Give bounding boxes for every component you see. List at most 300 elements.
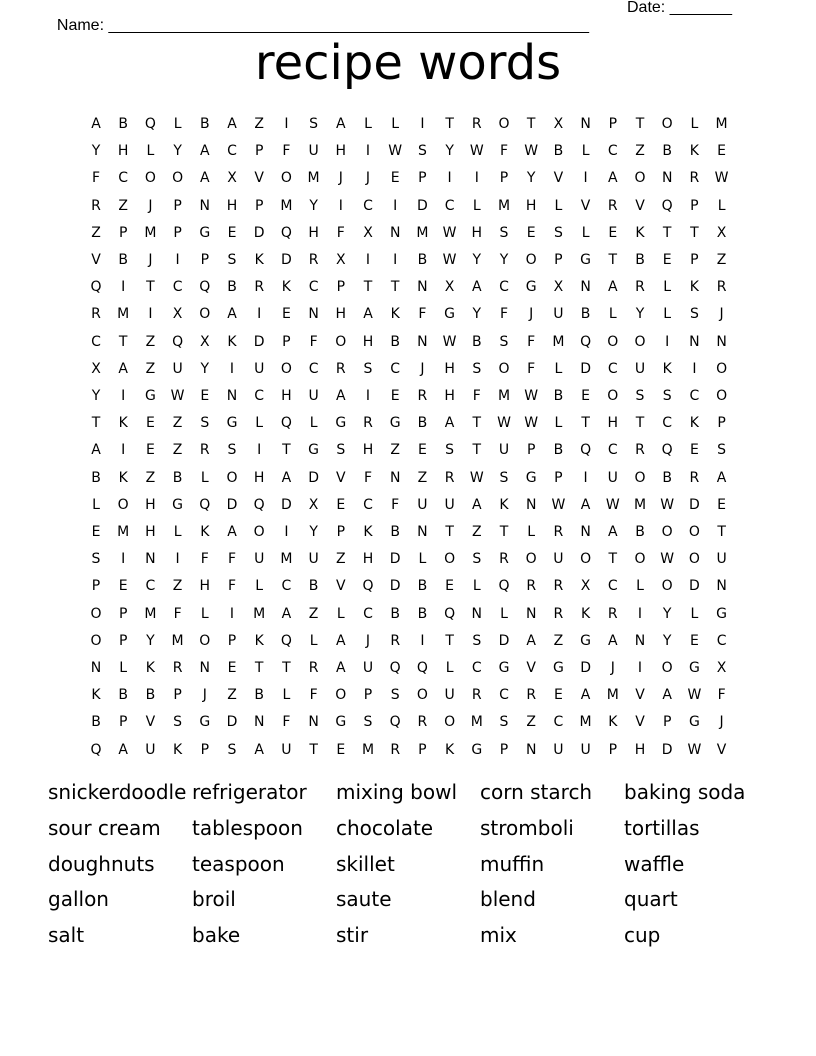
grid-letter: R <box>199 442 210 459</box>
grid-letter: J <box>529 306 534 323</box>
grid-letter: R <box>635 442 645 459</box>
word-bank-item: tortillas <box>624 816 700 840</box>
grid-letter: R <box>607 605 618 622</box>
grid-letter: R <box>308 252 319 268</box>
grid-letter: T <box>690 224 699 241</box>
grid-letter: K <box>254 632 264 649</box>
date-field-label: Date: _______ <box>627 0 732 16</box>
grid-letter: H <box>362 333 374 350</box>
grid-letter: X <box>553 116 564 132</box>
grid-letter: I <box>284 116 289 132</box>
grid-letter: F <box>418 306 427 323</box>
grid-letter: W <box>442 252 457 268</box>
grid-letter: H <box>253 469 265 486</box>
grid-letter: A <box>608 170 618 187</box>
word-bank-item: salt <box>48 923 85 947</box>
grid-letter: A <box>227 524 237 540</box>
grid-letter: L <box>146 143 155 160</box>
grid-letter: O <box>607 333 619 350</box>
grid-letter: O <box>498 360 510 377</box>
grid-letter: B <box>308 578 319 595</box>
grid-letter: L <box>472 578 481 595</box>
grid-letter: P <box>254 143 264 160</box>
grid-letter: N <box>580 279 591 296</box>
grid-letter: X <box>172 306 183 323</box>
grid-letter: Z <box>91 224 101 241</box>
grid-letter: Q <box>199 279 211 296</box>
grid-letter: T <box>472 442 482 459</box>
grid-letter: I <box>365 143 371 160</box>
grid-letter: N <box>417 279 428 296</box>
grid-letter: C <box>363 496 373 513</box>
grid-letter: Y <box>200 360 210 377</box>
word-bank-item: broil <box>192 887 236 911</box>
grid-letter: Z <box>172 578 183 595</box>
grid-letter: S <box>417 143 427 160</box>
grid-letter: D <box>253 224 265 241</box>
grid-letter: M <box>497 197 511 214</box>
grid-letter: Z <box>390 442 400 459</box>
grid-letter: J <box>338 170 343 187</box>
grid-letter: R <box>553 605 564 622</box>
grid-letter: Q <box>580 333 592 350</box>
grid-letter: P <box>173 197 182 214</box>
grid-letter: V <box>145 714 156 731</box>
grid-letter: B <box>417 578 428 595</box>
grid-letter: F <box>472 388 481 404</box>
word-bank-item: chocolate <box>336 816 434 840</box>
grid-letter: E <box>145 442 155 459</box>
grid-letter: C <box>689 388 700 404</box>
grid-letter: G <box>471 741 483 758</box>
grid-letter: D <box>226 714 238 731</box>
grid-letter: E <box>608 224 618 241</box>
grid-letter: W <box>714 170 729 187</box>
grid-letter: O <box>416 687 428 704</box>
grid-letter: L <box>554 360 563 377</box>
grid-letter: N <box>417 524 428 540</box>
grid-letter: N <box>525 605 537 622</box>
grid-letter: A <box>472 279 482 296</box>
grid-letter: O <box>90 632 102 649</box>
grid-letter: N <box>580 116 591 132</box>
grid-letter: K <box>445 741 455 758</box>
grid-letter: J <box>365 170 371 187</box>
grid-letter: O <box>525 252 537 268</box>
grid-letter: L <box>690 605 699 622</box>
grid-letter: C <box>118 170 129 187</box>
grid-letter: B <box>417 252 428 268</box>
grid-letter: R <box>390 741 401 758</box>
grid-letter: V <box>336 578 346 595</box>
grid-letter: D <box>580 360 591 377</box>
grid-letter: J <box>365 632 371 649</box>
grid-letter: L <box>581 143 590 160</box>
grid-letter: H <box>145 524 156 540</box>
grid-letter: G <box>552 660 564 676</box>
grid-letter: M <box>497 388 511 404</box>
grid-letter: G <box>688 660 700 676</box>
grid-letter: I <box>338 197 343 214</box>
grid-letter: T <box>635 116 645 132</box>
grid-letter: W <box>660 551 675 568</box>
grid-letter: D <box>689 578 700 595</box>
grid-letter: T <box>526 116 536 132</box>
grid-letter: O <box>661 578 673 595</box>
word-bank-item: blend <box>480 887 536 911</box>
grid-letter: N <box>308 306 319 323</box>
grid-letter: P <box>200 741 210 758</box>
grid-letter: L <box>527 524 536 540</box>
grid-letter: G <box>580 252 592 268</box>
grid-letter: P <box>418 741 427 758</box>
grid-letter: F <box>309 333 318 350</box>
grid-letter: K <box>91 687 101 704</box>
word-bank-item: skillet <box>336 852 395 876</box>
grid-letter: S <box>472 360 482 377</box>
grid-letter: G <box>335 714 347 731</box>
grid-letter: E <box>445 578 455 595</box>
grid-letter: Q <box>90 741 102 758</box>
grid-letter: K <box>689 415 699 432</box>
grid-letter: Y <box>309 524 318 540</box>
grid-letter: U <box>444 496 455 513</box>
grid-letter: R <box>526 578 537 595</box>
grid-letter: I <box>637 605 643 622</box>
grid-letter: S <box>499 469 509 486</box>
grid-letter: P <box>690 197 699 214</box>
grid-letter: L <box>418 551 427 568</box>
grid-letter: I <box>393 252 398 268</box>
grid-letter: F <box>363 469 373 486</box>
grid-letter: X <box>716 224 727 241</box>
grid-letter: Z <box>227 687 237 704</box>
grid-letter: S <box>662 388 672 404</box>
grid-letter: O <box>716 388 728 404</box>
grid-letter: N <box>417 333 428 350</box>
grid-letter: T <box>309 741 318 758</box>
grid-letter: Y <box>309 197 318 214</box>
grid-letter: R <box>499 551 509 568</box>
grid-letter: R <box>716 279 727 296</box>
grid-letter: E <box>526 224 536 241</box>
grid-letter: P <box>282 333 291 350</box>
grid-letter: O <box>199 306 211 323</box>
grid-letter: I <box>121 279 126 296</box>
grid-letter: D <box>389 578 401 595</box>
grid-letter: K <box>499 496 509 513</box>
grid-letter: P <box>608 741 618 758</box>
grid-letter: Q <box>444 605 456 622</box>
grid-letter: M <box>280 197 293 214</box>
grid-letter: N <box>634 632 646 649</box>
grid-letter: O <box>199 632 211 649</box>
grid-letter: F <box>499 143 509 160</box>
grid-letter: A <box>281 605 292 622</box>
word-bank-item: bake <box>192 923 241 947</box>
grid-letter: P <box>118 224 128 241</box>
grid-letter: K <box>581 605 591 622</box>
word-bank-item: mix <box>480 923 517 947</box>
grid-letter: P <box>690 252 699 268</box>
grid-letter: R <box>254 279 265 296</box>
grid-letter: O <box>144 170 156 187</box>
grid-letter: R <box>689 469 700 486</box>
grid-letter: F <box>391 496 400 513</box>
grid-letter: Q <box>661 442 673 459</box>
grid-letter: M <box>361 741 375 758</box>
grid-letter: N <box>525 741 537 758</box>
grid-letter: D <box>253 333 265 350</box>
grid-letter: S <box>499 333 509 350</box>
grid-letter: U <box>553 551 564 568</box>
grid-letter: V <box>635 687 645 704</box>
grid-letter: U <box>553 306 564 323</box>
grid-letter: Z <box>716 252 727 268</box>
grid-letter: W <box>524 143 539 160</box>
grid-letter: Y <box>662 605 672 622</box>
grid-letter: L <box>336 605 345 622</box>
grid-letter: T <box>717 524 726 540</box>
grid-letter: J <box>610 660 615 676</box>
grid-letter: Y <box>635 306 645 323</box>
grid-letter: F <box>499 306 509 323</box>
grid-letter: H <box>362 442 374 459</box>
word-bank-item: saute <box>336 887 392 911</box>
grid-letter: T <box>472 415 482 432</box>
grid-letter: W <box>687 687 702 704</box>
grid-letter: Z <box>472 524 482 540</box>
grid-letter: O <box>661 524 673 540</box>
grid-letter: M <box>715 116 728 132</box>
grid-letter: Y <box>173 143 182 160</box>
grid-letter: A <box>716 469 727 486</box>
grid-letter: S <box>499 224 509 241</box>
grid-letter: S <box>200 415 210 432</box>
grid-letter: J <box>202 687 207 704</box>
grid-letter: D <box>689 496 700 513</box>
grid-letter: F <box>91 170 101 187</box>
grid-letter: R <box>444 469 455 486</box>
grid-letter: F <box>717 687 726 704</box>
grid-letter: Z <box>635 143 645 160</box>
grid-letter: Q <box>280 224 292 241</box>
grid-letter: R <box>607 197 618 214</box>
grid-letter: G <box>199 714 211 731</box>
grid-letter: W <box>469 469 484 486</box>
grid-letter: Z <box>145 360 156 377</box>
grid-letter: T <box>635 415 645 432</box>
grid-letter: Y <box>91 388 101 404</box>
grid-letter: E <box>227 224 237 241</box>
grid-letter: J <box>420 360 425 377</box>
grid-letter: E <box>336 496 346 513</box>
grid-letter: Q <box>280 415 292 432</box>
grid-letter: O <box>607 388 619 404</box>
grid-letter: I <box>420 632 425 649</box>
grid-letter: I <box>365 388 371 404</box>
grid-letter: A <box>227 306 237 323</box>
grid-letter: L <box>309 632 318 649</box>
word-bank-item: stromboli <box>480 816 574 840</box>
grid-letter: K <box>173 741 183 758</box>
grid-letter: Z <box>553 632 564 649</box>
grid-letter: N <box>308 714 319 731</box>
grid-letter: Q <box>280 632 292 649</box>
grid-letter: J <box>719 714 724 731</box>
grid-letter: N <box>525 496 537 513</box>
grid-letter: O <box>716 360 728 377</box>
grid-letter: E <box>717 143 727 160</box>
grid-letter: P <box>526 442 536 459</box>
grid-letter: A <box>608 632 618 649</box>
grid-letter: P <box>418 170 427 187</box>
grid-letter: C <box>363 197 373 214</box>
grid-letter: H <box>335 306 347 323</box>
grid-letter: D <box>281 496 292 513</box>
word-bank-item: baking soda <box>624 780 746 804</box>
grid-letter: H <box>308 224 319 241</box>
grid-letter: M <box>253 605 266 622</box>
grid-letter: N <box>580 524 591 540</box>
grid-letter: I <box>148 306 153 323</box>
grid-letter: L <box>663 279 672 296</box>
grid-letter: V <box>336 469 346 486</box>
grid-letter: O <box>634 170 646 187</box>
grid-letter: H <box>117 143 129 160</box>
grid-letter: G <box>688 714 700 731</box>
grid-letter: A <box>200 143 210 160</box>
grid-letter: S <box>227 442 237 459</box>
grid-letter: B <box>390 605 400 622</box>
grid-letter: R <box>390 632 401 649</box>
grid-letter: N <box>90 660 102 676</box>
grid-letter: P <box>227 632 237 649</box>
grid-letter: D <box>308 469 319 486</box>
grid-letter: K <box>118 469 128 486</box>
grid-letter: D <box>389 551 401 568</box>
grid-letter: C <box>172 279 183 296</box>
grid-letter: W <box>605 496 620 513</box>
grid-letter: Q <box>580 442 592 459</box>
grid-letter: O <box>253 524 265 540</box>
grid-letter: V <box>526 660 536 676</box>
grid-letter: I <box>583 469 588 486</box>
word-bank-item: quart <box>624 887 678 911</box>
grid-letter: Z <box>118 197 128 214</box>
grid-letter: D <box>226 496 238 513</box>
grid-letter: R <box>172 660 183 676</box>
grid-letter: F <box>527 333 536 350</box>
grid-letter: L <box>200 469 209 486</box>
word-bank-item: sour cream <box>48 816 161 840</box>
grid-letter: W <box>524 388 539 404</box>
grid-letter: Y <box>445 143 454 160</box>
grid-letter: O <box>525 551 537 568</box>
grid-letter: U <box>607 469 618 486</box>
grid-letter: I <box>257 442 262 459</box>
grid-letter: E <box>553 687 563 704</box>
grid-letter: I <box>175 252 180 268</box>
grid-letter: A <box>336 632 346 649</box>
grid-letter: A <box>472 496 482 513</box>
grid-letter: R <box>689 170 700 187</box>
grid-letter: V <box>716 741 727 758</box>
grid-letter: Z <box>336 551 346 568</box>
grid-letter: N <box>689 333 700 350</box>
grid-letter: N <box>145 551 156 568</box>
grid-letter: T <box>608 551 618 568</box>
grid-letter: V <box>580 197 591 214</box>
grid-letter: W <box>551 496 566 513</box>
word-bank-item: snickerdoodle <box>48 780 187 804</box>
grid-letter: E <box>336 741 346 758</box>
grid-letter: I <box>665 333 670 350</box>
grid-letter: L <box>391 116 400 132</box>
grid-letter: L <box>690 116 699 132</box>
grid-letter: S <box>363 714 373 731</box>
grid-letter: O <box>444 714 456 731</box>
word-bank-item: gallon <box>48 887 109 911</box>
grid-letter: I <box>692 360 697 377</box>
grid-letter: T <box>254 660 264 676</box>
grid-letter: N <box>389 224 401 241</box>
grid-letter: J <box>148 252 153 268</box>
grid-letter: Y <box>472 306 482 323</box>
grid-letter: L <box>173 524 182 540</box>
grid-letter: B <box>199 116 210 132</box>
grid-letter: S <box>635 388 645 404</box>
word-bank-item: teaspoon <box>192 852 285 876</box>
grid-letter: C <box>91 333 101 350</box>
grid-letter: H <box>145 496 156 513</box>
word-bank-item: tablespoon <box>192 816 303 840</box>
grid-letter: C <box>145 578 156 595</box>
grid-letter: C <box>390 360 401 377</box>
grid-letter: K <box>281 279 291 296</box>
grid-letter: K <box>662 360 672 377</box>
grid-letter: Z <box>145 333 156 350</box>
grid-letter: V <box>635 714 645 731</box>
grid-letter: H <box>226 197 238 214</box>
grid-letter: B <box>91 714 101 731</box>
grid-letter: Y <box>662 632 672 649</box>
grid-letter: M <box>633 496 647 513</box>
grid-letter: I <box>474 170 479 187</box>
grid-letter: A <box>363 306 373 323</box>
word-bank-item: refrigerator <box>192 780 307 804</box>
grid-letter: T <box>146 279 155 296</box>
grid-letter: F <box>282 143 291 160</box>
grid-letter: L <box>636 578 644 595</box>
grid-letter: T <box>390 279 400 296</box>
grid-letter: C <box>444 197 455 214</box>
grid-letter: B <box>417 415 428 432</box>
grid-letter: W <box>524 415 539 432</box>
grid-letter: Q <box>172 333 184 350</box>
grid-letter: G <box>144 388 156 404</box>
grid-letter: E <box>91 524 101 540</box>
grid-letter: L <box>717 197 726 214</box>
grid-letter: B <box>417 605 428 622</box>
grid-letter: P <box>554 469 563 486</box>
grid-letter: H <box>444 360 455 377</box>
grid-letter: S <box>309 116 319 132</box>
grid-letter: P <box>717 415 726 432</box>
grid-letter: A <box>444 415 455 432</box>
grid-letter: L <box>309 415 318 432</box>
grid-letter: K <box>635 224 645 241</box>
